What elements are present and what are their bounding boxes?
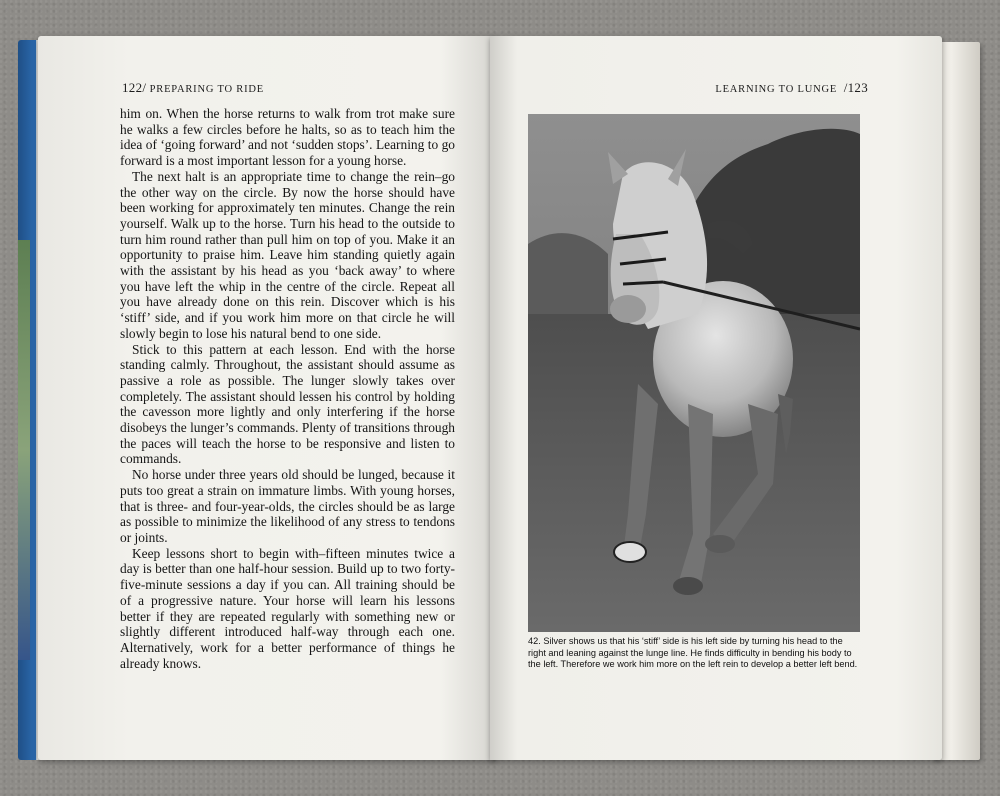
left-page: [38, 36, 496, 760]
right-section-title: LEARNING TO LUNGE: [715, 84, 838, 95]
left-running-head: [122, 80, 264, 96]
paragraph: him on. When the horse returns to walk from trot make sure he walks a few circles before he halts, so as to teach him the idea of ‘going forward’ and not ‘sudden stops’. Learning to go forward is a most important lesson for a young horse.: [120, 106, 455, 169]
left-section-title: PREPARING TO RIDE: [149, 84, 264, 95]
horse-photo-illustration: [528, 114, 860, 632]
left-page-number: 122/: [122, 80, 147, 95]
right-page: [490, 36, 942, 760]
photo-caption: 42. Silver shows us that his ‘stiff’ side is his left side by turning his head to the right and leaning against the lunge line. He finds difficulty in bending his body to the left. Therefore we work him more on the left rein to develop a better left bend.: [528, 636, 858, 669]
paragraph: The next halt is an appropriate time to change the rein–go the other way on the circle. By now the horse should have been working for approximately ten minutes. Change the rein yourself. Walk up to the horse. Turn his head to the outside to turn him round rather than pull him on top of you. Make it an opportunity to praise him. Leave him standing quietly again with the assistant by his head as you ‘back away’ to where you have left the whip in the centre of the circle. Repeat all you have already done on this rein. Discover which is his ‘stiff’ side, and if you work him more on that circle he will slowly begin to lose his natural bend to one side.: [120, 168, 455, 341]
left-body-text: [120, 106, 455, 671]
paragraph: No horse under three years old should be lunged, because it puts too great a strain on immature limbs. With young horses, that is three- and four-year-olds, the circles should be as large as possible to minimize the likelihood of any stress to tendons or joints.: [120, 467, 455, 545]
paragraph: Keep lessons short to begin with–fifteen minutes twice a day is better than one half-hour session. Build up to two forty-five-minute sessions a day if you can. All training should be of a progressive nature. Your horse will learn his lessons better if they are repeated regularly with something new or slightly different introduced half-way through each one. Alternatively, work for a better performance of things he already knows.: [120, 545, 455, 671]
horse-photo: [528, 114, 860, 632]
paragraph: Stick to this pattern at each lesson. End with the horse standing calmly. Throughout, the assistant should assume as passive a role as possible. The lunger slowly takes over completely. The assistant should lessen his control by holding the cavesson more lightly and only interfering if the horse disobeys the lunger’s commands. Plenty of transitions through the paces will teach the horse to be responsive and listen to commands.: [120, 341, 455, 467]
right-running-head: [715, 80, 868, 96]
right-page-number: /123: [843, 80, 868, 95]
